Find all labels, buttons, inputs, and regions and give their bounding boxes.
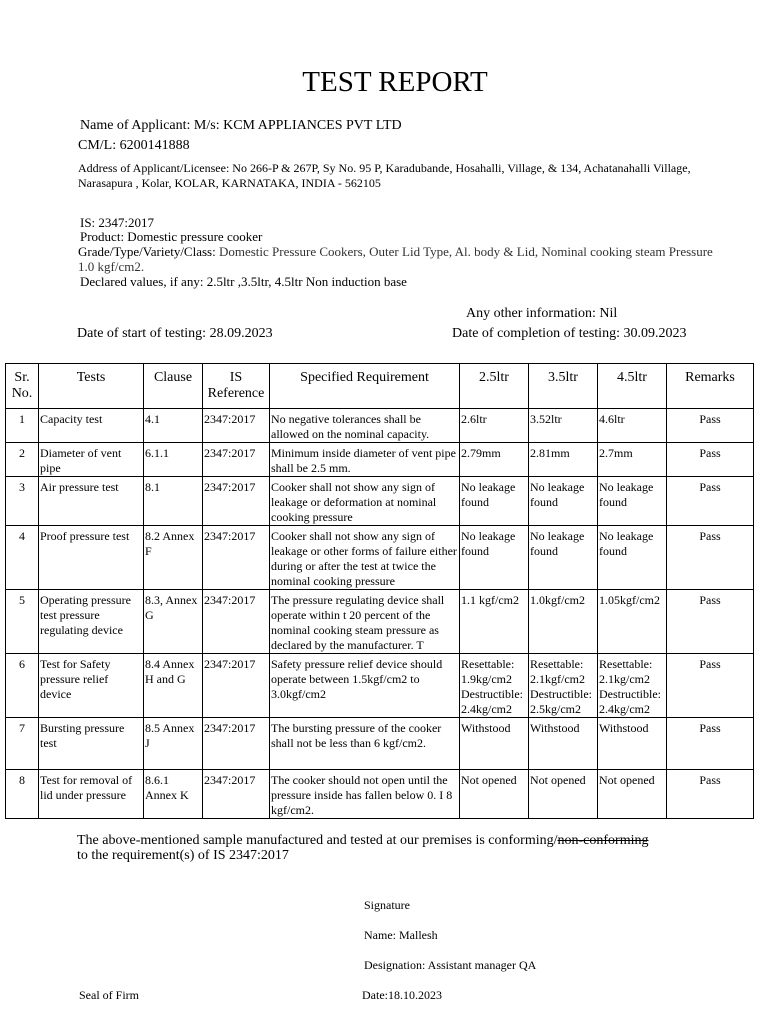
cell-sr-no: 7: [6, 718, 39, 770]
cell-sr-no: 3: [6, 477, 39, 526]
cell-4-5ltr: 2.7mm: [598, 443, 667, 477]
cell-is-reference: 2347:2017: [203, 770, 270, 819]
cell-clause: 8.3, Annex G: [144, 590, 203, 654]
cell-2-5ltr: 1.1 kgf/cm2: [460, 590, 529, 654]
table-row: [6, 770, 754, 819]
cell-requirement: Safety pressure relief device should operate between 1.5kgf/cm2 to 3.0kgf/cm2: [270, 654, 460, 718]
cell-is-reference: 2347:2017: [203, 718, 270, 770]
cell-3-5ltr: Not opened: [529, 770, 598, 819]
product-name: Product: Domestic pressure cooker: [80, 229, 263, 244]
cell-test: Test for Safety pressure relief device: [39, 654, 144, 718]
cell-sr-no: 2: [6, 443, 39, 477]
cell-test: Proof pressure test: [39, 526, 144, 590]
cell-3-5ltr: No leakage found: [529, 526, 598, 590]
table-row: [6, 718, 754, 770]
cell-is-reference: 2347:2017: [203, 443, 270, 477]
header-2-5ltr: 2.5ltr: [460, 364, 529, 409]
cell-test: Operating pressure test pressure regulating device: [39, 590, 144, 654]
cell-requirement: Cooker shall not show any sign of leakage or deformation at nominal cooking pressure: [270, 477, 460, 526]
cell-sr-no: 8: [6, 770, 39, 819]
signature-date: Date:18.10.2023: [362, 988, 442, 1002]
is-standard: IS: 2347:2017: [80, 215, 155, 230]
address-line-2: Narasapura , Kolar, KOLAR, KARNATAKA, INDIA - 562105: [78, 176, 381, 190]
cell-requirement: Minimum inside diameter of vent pipe shall be 2.5 mm.: [270, 443, 460, 477]
address-line-1: Address of Applicant/Licensee: No 266-P & 267P, Sy No. 95 P, Karadubande, Hosahalli, Village, & 134, Achatanahalli Village,: [78, 161, 691, 175]
page-title: TEST REPORT: [302, 66, 488, 98]
header-sr-no: Sr. No.: [6, 364, 39, 409]
cell-2-5ltr: Withstood: [460, 718, 529, 770]
conformity-text: The above-mentioned sample manufactured and tested at our premises is conforming/: [77, 833, 558, 848]
header-remarks: Remarks: [667, 364, 754, 409]
cell-2-5ltr: Not opened: [460, 770, 529, 819]
cell-remarks: Pass: [667, 654, 754, 718]
test-results-table: [5, 363, 754, 819]
cell-3-5ltr: No leakage found: [529, 477, 598, 526]
header-is-reference: IS Reference: [203, 364, 270, 409]
cell-requirement: The bursting pressure of the cooker shall not be less than 6 kgf/cm2.: [270, 718, 460, 770]
applicant-name: Name of Applicant: M/s: KCM APPLIANCES PVT LTD: [80, 118, 402, 133]
header-3-5ltr: 3.5ltr: [529, 364, 598, 409]
cell-is-reference: 2347:2017: [203, 526, 270, 590]
table-row: [6, 654, 754, 718]
table-row: [6, 526, 754, 590]
cell-3-5ltr: 1.0kgf/cm2: [529, 590, 598, 654]
table-row: [6, 409, 754, 443]
cell-requirement: The pressure regulating device shall operate within t 20 percent of the nominal cooking steam pressure as declared by the manufacturer. T: [270, 590, 460, 654]
cell-4-5ltr: 1.05kgf/cm2: [598, 590, 667, 654]
declared-values: Declared values, if any: 2.5ltr ,3.5ltr, 4.5ltr Non induction base: [80, 274, 407, 289]
seal-of-firm: Seal of Firm: [79, 988, 139, 1002]
cell-is-reference: 2347:2017: [203, 590, 270, 654]
cell-4-5ltr: Not opened: [598, 770, 667, 819]
cell-clause: 8.2 Annex F: [144, 526, 203, 590]
cell-sr-no: 1: [6, 409, 39, 443]
cell-clause: 4.1: [144, 409, 203, 443]
signatory-designation: Designation: Assistant manager QA: [364, 958, 537, 972]
header-tests: Tests: [39, 364, 144, 409]
cell-clause: 8.6.1 Annex K: [144, 770, 203, 819]
cell-sr-no: 4: [6, 526, 39, 590]
cell-requirement: No negative tolerances shall be allowed on the nominal capacity.: [270, 409, 460, 443]
cell-3-5ltr: 2.81mm: [529, 443, 598, 477]
header-clause: Clause: [144, 364, 203, 409]
cell-sr-no: 5: [6, 590, 39, 654]
conformity-line-2: to the requirement(s) of IS 2347:2017: [77, 848, 289, 863]
date-completion: Date of completion of testing: 30.09.2023: [452, 326, 687, 341]
table-row: [6, 443, 754, 477]
cell-clause: 6.1.1: [144, 443, 203, 477]
table-header-row: [6, 364, 754, 409]
table-row: [6, 477, 754, 526]
cell-is-reference: 2347:2017: [203, 477, 270, 526]
cell-remarks: Pass: [667, 526, 754, 590]
cell-remarks: Pass: [667, 770, 754, 819]
header-specified-requirement: Specified Requirement: [270, 364, 460, 409]
cell-test: Capacity test: [39, 409, 144, 443]
cell-2-5ltr: No leakage found: [460, 477, 529, 526]
cell-2-5ltr: 2.79mm: [460, 443, 529, 477]
cell-is-reference: 2347:2017: [203, 409, 270, 443]
cell-test: Bursting pressure test: [39, 718, 144, 770]
cell-remarks: Pass: [667, 718, 754, 770]
cell-clause: 8.1: [144, 477, 203, 526]
grade-value: Domestic Pressure Cookers, Outer Lid Type, Al. body & Lid, Nominal cooking steam Pressure: [215, 244, 713, 259]
header-4-5ltr: 4.5ltr: [598, 364, 667, 409]
cell-requirement: Cooker shall not show any sign of leakage or other forms of failure either during or after the test at twice the nominal cooking pressure: [270, 526, 460, 590]
signature-label: Signature: [364, 898, 410, 912]
cml-number: CM/L: 6200141888: [78, 138, 190, 153]
cell-3-5ltr: Resettable: 2.1kgf/cm2 Destructible: 2.5kg/cm2: [529, 654, 598, 718]
cell-sr-no: 6: [6, 654, 39, 718]
cell-is-reference: 2347:2017: [203, 654, 270, 718]
other-information: Any other information: Nil: [466, 306, 618, 321]
cell-clause: 8.5 Annex J: [144, 718, 203, 770]
cell-4-5ltr: No leakage found: [598, 526, 667, 590]
cell-requirement: The cooker should not open until the pressure inside has fallen below 0. I 8 kgf/cm2.: [270, 770, 460, 819]
cell-2-5ltr: 2.6ltr: [460, 409, 529, 443]
cell-4-5ltr: No leakage found: [598, 477, 667, 526]
grade-label: Grade/Type/Variety/Class:: [78, 244, 216, 259]
signatory-name: Name: Mallesh: [364, 928, 438, 942]
cell-clause: 8.4 Annex H and G: [144, 654, 203, 718]
cell-remarks: Pass: [667, 443, 754, 477]
cell-4-5ltr: 4.6ltr: [598, 409, 667, 443]
cell-3-5ltr: 3.52ltr: [529, 409, 598, 443]
grade-line-1: [78, 244, 713, 260]
cell-test: Air pressure test: [39, 477, 144, 526]
cell-4-5ltr: Resettable: 2.1kg/cm2 Destructible: 2.4kg/cm2: [598, 654, 667, 718]
cell-4-5ltr: Withstood: [598, 718, 667, 770]
cell-remarks: Pass: [667, 590, 754, 654]
cell-3-5ltr: Withstood: [529, 718, 598, 770]
non-conforming-struck: non-conforming: [557, 833, 649, 848]
date-start: Date of start of testing: 28.09.2023: [77, 326, 273, 341]
cell-remarks: Pass: [667, 409, 754, 443]
table-row: [6, 590, 754, 654]
cell-2-5ltr: Resettable: 1.9kg/cm2 Destructible: 2.4kg/cm2: [460, 654, 529, 718]
cell-test: Test for removal of lid under pressure: [39, 770, 144, 819]
conformity-line-1: [77, 833, 649, 849]
cell-remarks: Pass: [667, 477, 754, 526]
cell-2-5ltr: No leakage found: [460, 526, 529, 590]
cell-test: Diameter of vent pipe: [39, 443, 144, 477]
grade-line-2: 1.0 kgf/cm2.: [78, 259, 145, 274]
